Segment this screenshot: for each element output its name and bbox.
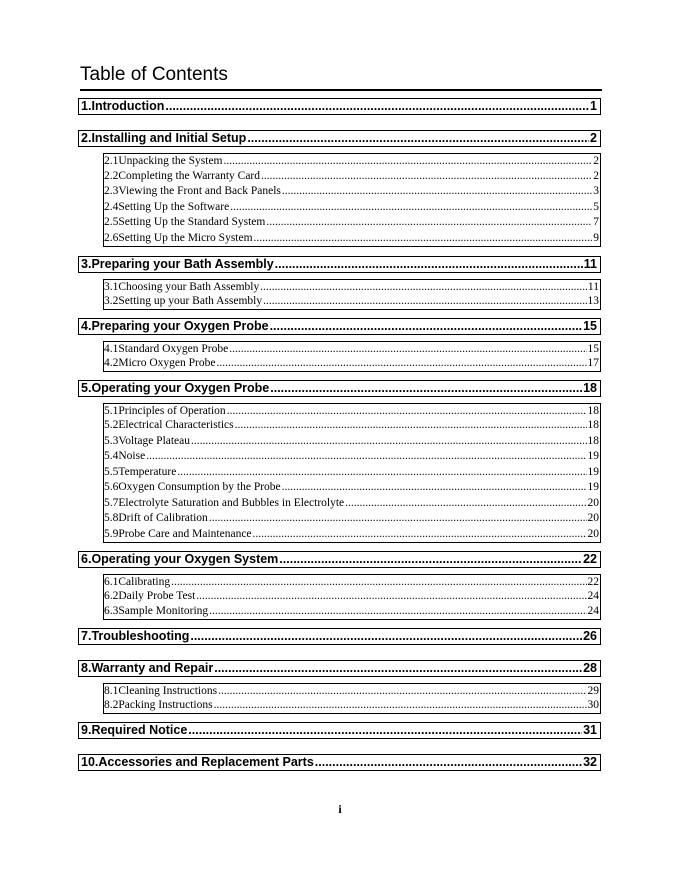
item-label: Probe Care and Maintenance xyxy=(118,528,252,540)
section-label: Operating your Oxygen System xyxy=(91,552,279,566)
toc-item-5-3[interactable] xyxy=(103,434,601,450)
toc-section-1[interactable] xyxy=(78,98,601,115)
leader-dots xyxy=(218,684,586,698)
toc-item-5-4[interactable] xyxy=(103,449,601,465)
item-number: 3.1 xyxy=(104,281,119,293)
item-number: 5.3 xyxy=(104,435,119,447)
item-label: Unpacking the System xyxy=(118,155,223,167)
item-page: 2 xyxy=(593,170,599,182)
item-label: Oxygen Consumption by the Probe xyxy=(118,481,281,493)
item-label: Daily Probe Test xyxy=(118,590,196,602)
toc-item-3-1[interactable] xyxy=(103,279,601,295)
item-label: Noise xyxy=(118,450,146,462)
leader-dots xyxy=(279,552,582,567)
leader-dots xyxy=(224,154,593,168)
item-page: 20 xyxy=(587,528,599,540)
item-page: 30 xyxy=(587,699,599,711)
page-number: i xyxy=(338,802,342,816)
toc-section-8[interactable] xyxy=(78,660,601,677)
section-number: 10. xyxy=(81,755,99,769)
toc-item-5-9[interactable] xyxy=(103,527,601,543)
toc-section-3[interactable] xyxy=(78,256,601,273)
item-label: Principles of Operation xyxy=(118,405,226,417)
toc-item-2-3[interactable] xyxy=(103,184,601,200)
toc-section-2[interactable] xyxy=(78,130,601,147)
toc-item-5-8[interactable] xyxy=(103,511,601,527)
section-page: 15 xyxy=(583,319,597,333)
item-number: 3.2 xyxy=(104,295,119,307)
section-number: 9. xyxy=(81,723,92,737)
section-label: Troubleshooting xyxy=(91,629,190,643)
section-page: 32 xyxy=(583,755,597,769)
section-number: 5. xyxy=(81,381,92,395)
toc-item-5-1[interactable] xyxy=(103,403,601,419)
item-label: Sample Monitoring xyxy=(118,605,209,617)
item-label: Calibrating xyxy=(118,576,171,588)
item-label: Standard Oxygen Probe xyxy=(118,343,229,355)
section-number: 7. xyxy=(81,629,92,643)
item-label: Micro Oxygen Probe xyxy=(118,357,216,369)
toc-section-4[interactable] xyxy=(78,318,601,335)
item-page: 3 xyxy=(593,185,599,197)
section-label: Introduction xyxy=(91,99,165,113)
item-page: 19 xyxy=(587,466,599,478)
section-number: 1. xyxy=(81,99,92,113)
item-number: 5.5 xyxy=(104,466,119,478)
leader-dots xyxy=(270,319,583,334)
toc-item-5-5[interactable] xyxy=(103,465,601,481)
item-number: 8.1 xyxy=(104,685,119,697)
leader-dots xyxy=(270,381,582,396)
item-page: 29 xyxy=(587,685,599,697)
leader-dots xyxy=(229,342,586,356)
leader-dots xyxy=(209,604,586,618)
section-page: 18 xyxy=(583,381,597,395)
toc-section-7[interactable] xyxy=(78,628,601,645)
section-page: 2 xyxy=(590,131,597,145)
item-page: 2 xyxy=(593,155,599,167)
toc-item-2-4[interactable] xyxy=(103,200,601,216)
item-label: Setting up your Bath Assembly xyxy=(118,295,263,307)
item-number: 6.1 xyxy=(104,576,119,588)
item-label: Setting Up the Software xyxy=(118,201,230,213)
item-label: Drift of Calibration xyxy=(118,512,208,524)
leader-dots xyxy=(235,418,587,432)
leader-dots xyxy=(188,723,582,738)
leader-dots xyxy=(209,511,587,525)
leader-dots xyxy=(190,629,582,644)
toc-item-8-1[interactable] xyxy=(103,683,601,699)
section-label: Preparing your Bath Assembly xyxy=(91,257,274,271)
item-page: 18 xyxy=(587,419,599,431)
item-number: 5.9 xyxy=(104,528,119,540)
item-number: 2.6 xyxy=(104,232,119,244)
section-number: 2. xyxy=(81,131,92,145)
section-number: 8. xyxy=(81,661,92,675)
item-label: Viewing the Front and Back Panels xyxy=(118,185,281,197)
item-page: 22 xyxy=(587,576,599,588)
toc-item-3-2[interactable] xyxy=(103,294,601,310)
leader-dots xyxy=(171,575,586,589)
item-label: Temperature xyxy=(118,466,177,478)
item-page: 7 xyxy=(593,216,599,228)
item-number: 5.4 xyxy=(104,450,119,462)
section-page: 22 xyxy=(583,552,597,566)
toc-item-6-3[interactable] xyxy=(103,604,601,620)
item-number: 4.1 xyxy=(104,343,119,355)
toc-item-6-1[interactable] xyxy=(103,574,601,590)
leader-dots xyxy=(345,496,586,510)
leader-dots xyxy=(254,231,593,245)
leader-dots xyxy=(214,698,587,712)
section-page: 11 xyxy=(583,257,597,271)
section-label: Accessories and Replacement Parts xyxy=(98,755,314,769)
section-label: Required Notice xyxy=(91,723,188,737)
section-number: 3. xyxy=(81,257,92,271)
item-number: 5.7 xyxy=(104,497,119,509)
item-number: 5.2 xyxy=(104,419,119,431)
section-number: 6. xyxy=(81,552,92,566)
leader-dots xyxy=(261,169,592,183)
item-label: Choosing your Bath Assembly xyxy=(118,281,260,293)
item-page: 19 xyxy=(587,481,599,493)
leader-dots xyxy=(282,184,592,198)
page-title: Table of Contents xyxy=(80,63,602,91)
leader-dots xyxy=(191,434,586,448)
toc-item-8-2[interactable] xyxy=(103,698,601,714)
item-number: 8.2 xyxy=(104,699,119,711)
leader-dots xyxy=(230,200,592,214)
item-label: Electrolyte Saturation and Bubbles in Electrolyte xyxy=(118,497,345,509)
toc-section-9[interactable] xyxy=(78,722,601,739)
toc-item-5-7[interactable] xyxy=(103,496,601,512)
item-page: 15 xyxy=(587,343,599,355)
leader-dots xyxy=(315,755,582,770)
section-label: Warranty and Repair xyxy=(91,661,214,675)
item-number: 5.1 xyxy=(104,405,119,417)
item-page: 13 xyxy=(587,295,599,307)
item-number: 4.2 xyxy=(104,357,119,369)
item-number: 2.1 xyxy=(104,155,119,167)
toc-item-5-6[interactable] xyxy=(103,480,601,496)
item-page: 24 xyxy=(587,590,599,602)
item-page: 20 xyxy=(587,497,599,509)
item-label: Electrical Characteristics xyxy=(118,419,234,431)
toc-section-10[interactable] xyxy=(78,754,601,771)
item-page: 20 xyxy=(587,512,599,524)
item-page: 18 xyxy=(587,435,599,447)
section-page: 28 xyxy=(583,661,597,675)
leader-dots xyxy=(260,280,587,294)
toc-item-4-2[interactable] xyxy=(103,356,601,372)
item-label: Setting Up the Standard System xyxy=(118,216,266,228)
toc-section-5[interactable] xyxy=(78,380,601,397)
toc-item-5-2[interactable] xyxy=(103,418,601,434)
section-label: Preparing your Oxygen Probe xyxy=(91,319,269,333)
toc-item-4-1[interactable] xyxy=(103,341,601,357)
section-label: Operating your Oxygen Probe xyxy=(91,381,270,395)
item-page: 19 xyxy=(587,450,599,462)
toc-item-6-2[interactable] xyxy=(103,589,601,605)
leader-dots xyxy=(253,527,587,541)
item-page: 24 xyxy=(587,605,599,617)
leader-dots xyxy=(247,131,589,146)
item-number: 5.8 xyxy=(104,512,119,524)
toc-item-2-6[interactable] xyxy=(103,231,601,247)
item-number: 2.5 xyxy=(104,216,119,228)
leader-dots xyxy=(263,294,586,308)
section-label: Installing and Initial Setup xyxy=(91,131,247,145)
leader-dots xyxy=(275,257,583,272)
item-number: 6.3 xyxy=(104,605,119,617)
toc-item-2-1[interactable] xyxy=(103,153,601,169)
toc-item-2-2[interactable] xyxy=(103,169,601,185)
toc-section-6[interactable] xyxy=(78,551,601,568)
item-label: Setting Up the Micro System xyxy=(118,232,253,244)
item-label: Cleaning Instructions xyxy=(118,685,218,697)
item-number: 5.6 xyxy=(104,481,119,493)
item-page: 11 xyxy=(587,281,599,293)
item-number: 2.2 xyxy=(104,170,119,182)
item-label: Voltage Plateau xyxy=(118,435,191,447)
leader-dots xyxy=(282,480,587,494)
section-page: 31 xyxy=(583,723,597,737)
section-page: 1 xyxy=(590,99,597,113)
item-page: 5 xyxy=(593,201,599,213)
leader-dots xyxy=(227,404,587,418)
item-page: 9 xyxy=(593,232,599,244)
leader-dots xyxy=(165,99,589,114)
leader-dots xyxy=(216,356,586,370)
section-page: 26 xyxy=(583,629,597,643)
item-page: 17 xyxy=(587,357,599,369)
leader-dots xyxy=(266,215,592,229)
item-number: 6.2 xyxy=(104,590,119,602)
item-number: 2.3 xyxy=(104,185,119,197)
item-page: 18 xyxy=(587,405,599,417)
toc-item-2-5[interactable] xyxy=(103,215,601,231)
section-number: 4. xyxy=(81,319,92,333)
leader-dots xyxy=(214,661,582,676)
leader-dots xyxy=(196,589,586,603)
item-label: Packing Instructions xyxy=(118,699,213,711)
item-label: Completing the Warranty Card xyxy=(118,170,260,182)
leader-dots xyxy=(146,449,586,463)
leader-dots xyxy=(177,465,586,479)
item-number: 2.4 xyxy=(104,201,119,213)
